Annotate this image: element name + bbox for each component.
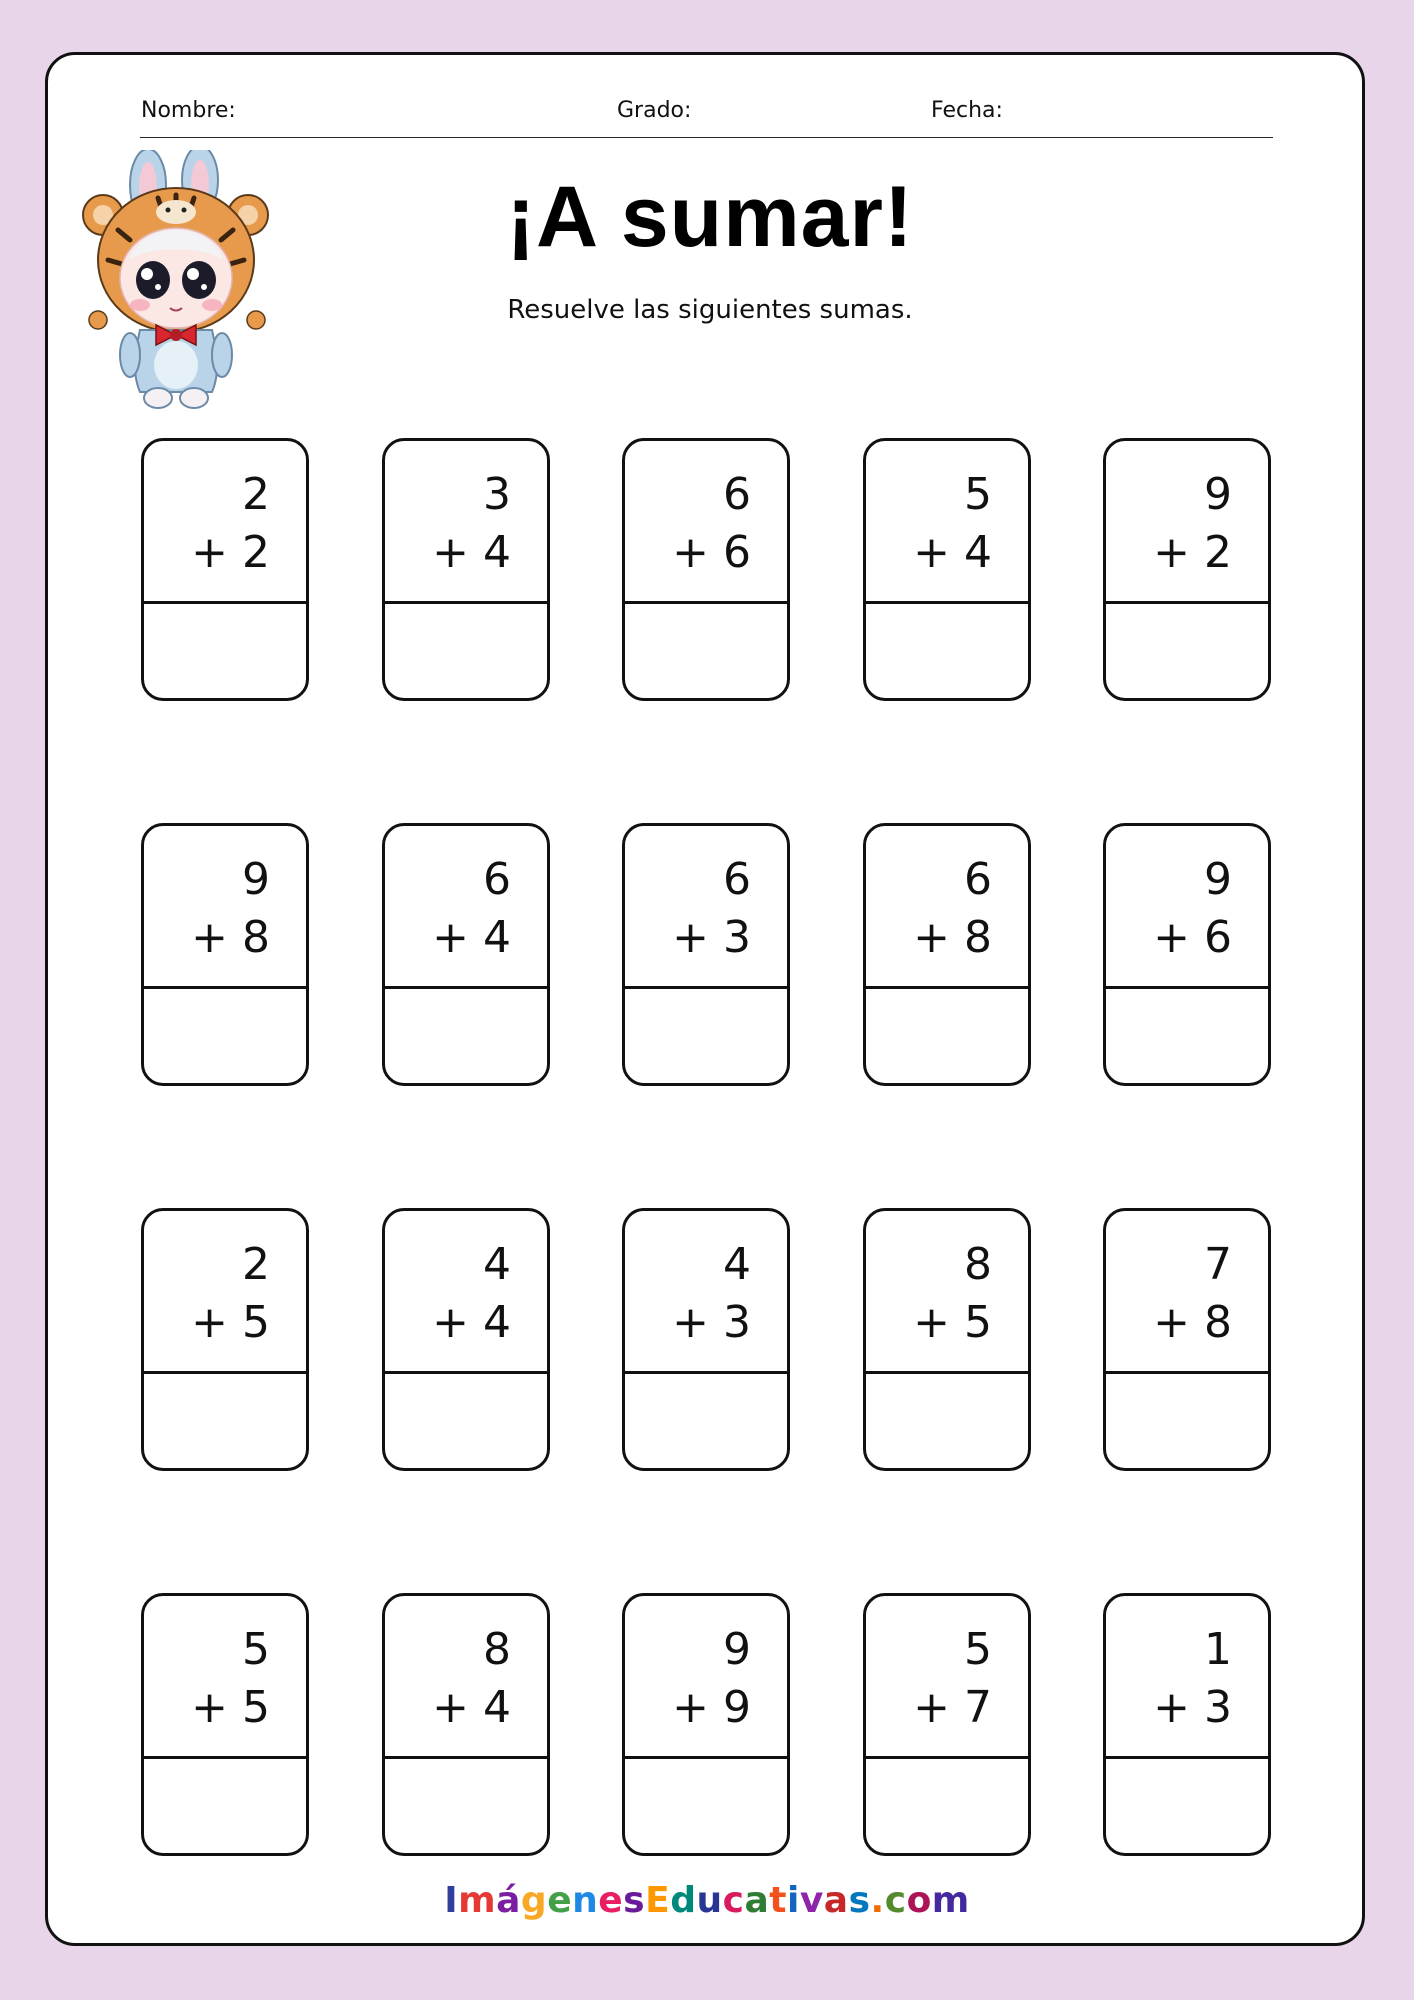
problem-operands (1106, 826, 1268, 989)
addition-problem-card (863, 438, 1031, 701)
addition-problem-card (141, 1593, 309, 1856)
answer-box[interactable] (144, 604, 306, 701)
first-addend: 9 (723, 1624, 751, 1675)
logo-letter: E (645, 1880, 671, 1921)
second-addend: + 4 (432, 1682, 511, 1733)
page-title: ¡A sumar! (506, 169, 914, 265)
second-addend: + 3 (672, 1297, 751, 1348)
addition-problem-card (382, 823, 550, 1086)
second-addend: + 2 (191, 527, 270, 578)
logo-letter: g (520, 1880, 548, 1921)
bunny-tiger-mascot-icon (78, 150, 278, 415)
problem-operands (625, 826, 787, 989)
answer-box[interactable] (144, 989, 306, 1086)
first-addend: 8 (483, 1624, 511, 1675)
problem-operands (866, 826, 1028, 989)
answer-box[interactable] (385, 1374, 547, 1471)
problem-operands (144, 826, 306, 989)
problem-operands (866, 441, 1028, 604)
first-addend: 9 (242, 854, 270, 905)
problem-operands (625, 441, 787, 604)
first-addend: 5 (242, 1624, 270, 1675)
addition-problem-card (863, 1208, 1031, 1471)
addition-problem-card (863, 1593, 1031, 1856)
second-addend: + 4 (432, 1297, 511, 1348)
logo-letter: v (799, 1880, 824, 1921)
logo-letter: o (906, 1880, 932, 1921)
second-addend: + 4 (432, 912, 511, 963)
second-addend: + 4 (913, 527, 992, 578)
problem-operands (144, 1211, 306, 1374)
first-addend: 1 (1204, 1624, 1232, 1675)
answer-box[interactable] (866, 1759, 1028, 1856)
problem-operands (866, 1211, 1028, 1374)
logo-letter: I (444, 1880, 459, 1921)
problem-operands (385, 1596, 547, 1759)
second-addend: + 9 (672, 1682, 751, 1733)
logo-letter: c (884, 1880, 907, 1921)
logo-letter: c (722, 1880, 745, 1921)
first-addend: 2 (242, 1239, 270, 1290)
second-addend: + 6 (672, 527, 751, 578)
logo-letter: n (572, 1880, 599, 1921)
addition-problem-card (382, 1593, 550, 1856)
logo-letter: u (696, 1880, 723, 1921)
problem-operands (866, 1596, 1028, 1759)
header-underline (140, 137, 1273, 138)
logo-letter: i (786, 1880, 800, 1921)
first-addend: 7 (1204, 1239, 1232, 1290)
logo-letter: e (598, 1880, 624, 1921)
name-label: Nombre: (141, 98, 236, 123)
first-addend: 9 (1204, 854, 1232, 905)
problem-operands (385, 1211, 547, 1374)
logo-letter: t (769, 1880, 787, 1921)
problem-operands (1106, 1596, 1268, 1759)
first-addend: 4 (723, 1239, 751, 1290)
first-addend: 3 (483, 469, 511, 520)
answer-box[interactable] (1106, 1759, 1268, 1856)
site-logo (400, 1880, 1014, 1921)
instructions-text: Resuelve las siguientes sumas. (507, 295, 913, 325)
logo-letter: m (931, 1880, 970, 1921)
problem-operands (144, 1596, 306, 1759)
addition-problem-card (1103, 823, 1271, 1086)
second-addend: + 7 (913, 1682, 992, 1733)
second-addend: + 6 (1153, 912, 1232, 963)
answer-box[interactable] (144, 1374, 306, 1471)
addition-problem-card (863, 823, 1031, 1086)
addition-problem-card (141, 823, 309, 1086)
logo-letter: m (458, 1880, 497, 1921)
addition-problem-card (1103, 1208, 1271, 1471)
first-addend: 6 (723, 854, 751, 905)
answer-box[interactable] (1106, 989, 1268, 1086)
problem-operands (1106, 441, 1268, 604)
addition-problem-card (1103, 1593, 1271, 1856)
logo-letter: d (670, 1880, 697, 1921)
logo-letter: a (823, 1880, 849, 1921)
answer-box[interactable] (1106, 604, 1268, 701)
second-addend: + 4 (432, 527, 511, 578)
logo-letter: e (547, 1880, 573, 1921)
problem-operands (1106, 1211, 1268, 1374)
first-addend: 2 (242, 469, 270, 520)
problem-operands (385, 826, 547, 989)
logo-letter: a (744, 1880, 770, 1921)
second-addend: + 5 (913, 1297, 992, 1348)
addition-problem-card (382, 1208, 550, 1471)
answer-box[interactable] (625, 1374, 787, 1471)
addition-problem-card (1103, 438, 1271, 701)
second-addend: + 8 (913, 912, 992, 963)
logo-letter: . (870, 1880, 885, 1921)
problem-operands (144, 441, 306, 604)
addition-problem-card (622, 1593, 790, 1856)
answer-box[interactable] (385, 1759, 547, 1856)
answer-box[interactable] (866, 989, 1028, 1086)
problem-operands (625, 1211, 787, 1374)
answer-box[interactable] (1106, 1374, 1268, 1471)
logo-letter: s (848, 1880, 871, 1921)
second-addend: + 3 (1153, 1682, 1232, 1733)
addition-problem-card (141, 1208, 309, 1471)
second-addend: + 8 (191, 912, 270, 963)
logo-letter: á (496, 1880, 521, 1921)
first-addend: 4 (483, 1239, 511, 1290)
second-addend: + 5 (191, 1682, 270, 1733)
second-addend: + 5 (191, 1297, 270, 1348)
first-addend: 6 (964, 854, 992, 905)
second-addend: + 3 (672, 912, 751, 963)
first-addend: 6 (483, 854, 511, 905)
addition-problem-card (382, 438, 550, 701)
answer-box[interactable] (625, 1759, 787, 1856)
answer-box[interactable] (625, 989, 787, 1086)
logo-letter: s (623, 1880, 646, 1921)
problem-operands (385, 441, 547, 604)
answer-box[interactable] (866, 1374, 1028, 1471)
addition-problem-card (622, 438, 790, 701)
problem-operands (625, 1596, 787, 1759)
first-addend: 5 (964, 1624, 992, 1675)
addition-problem-card (622, 823, 790, 1086)
answer-box[interactable] (625, 604, 787, 701)
first-addend: 5 (964, 469, 992, 520)
first-addend: 8 (964, 1239, 992, 1290)
addition-problem-card (622, 1208, 790, 1471)
first-addend: 9 (1204, 469, 1232, 520)
answer-box[interactable] (385, 989, 547, 1086)
answer-box[interactable] (144, 1759, 306, 1856)
second-addend: + 8 (1153, 1297, 1232, 1348)
grade-label: Grado: (617, 98, 692, 123)
date-label: Fecha: (931, 98, 1003, 123)
addition-problem-card (141, 438, 309, 701)
second-addend: + 2 (1153, 527, 1232, 578)
answer-box[interactable] (385, 604, 547, 701)
answer-box[interactable] (866, 604, 1028, 701)
first-addend: 6 (723, 469, 751, 520)
